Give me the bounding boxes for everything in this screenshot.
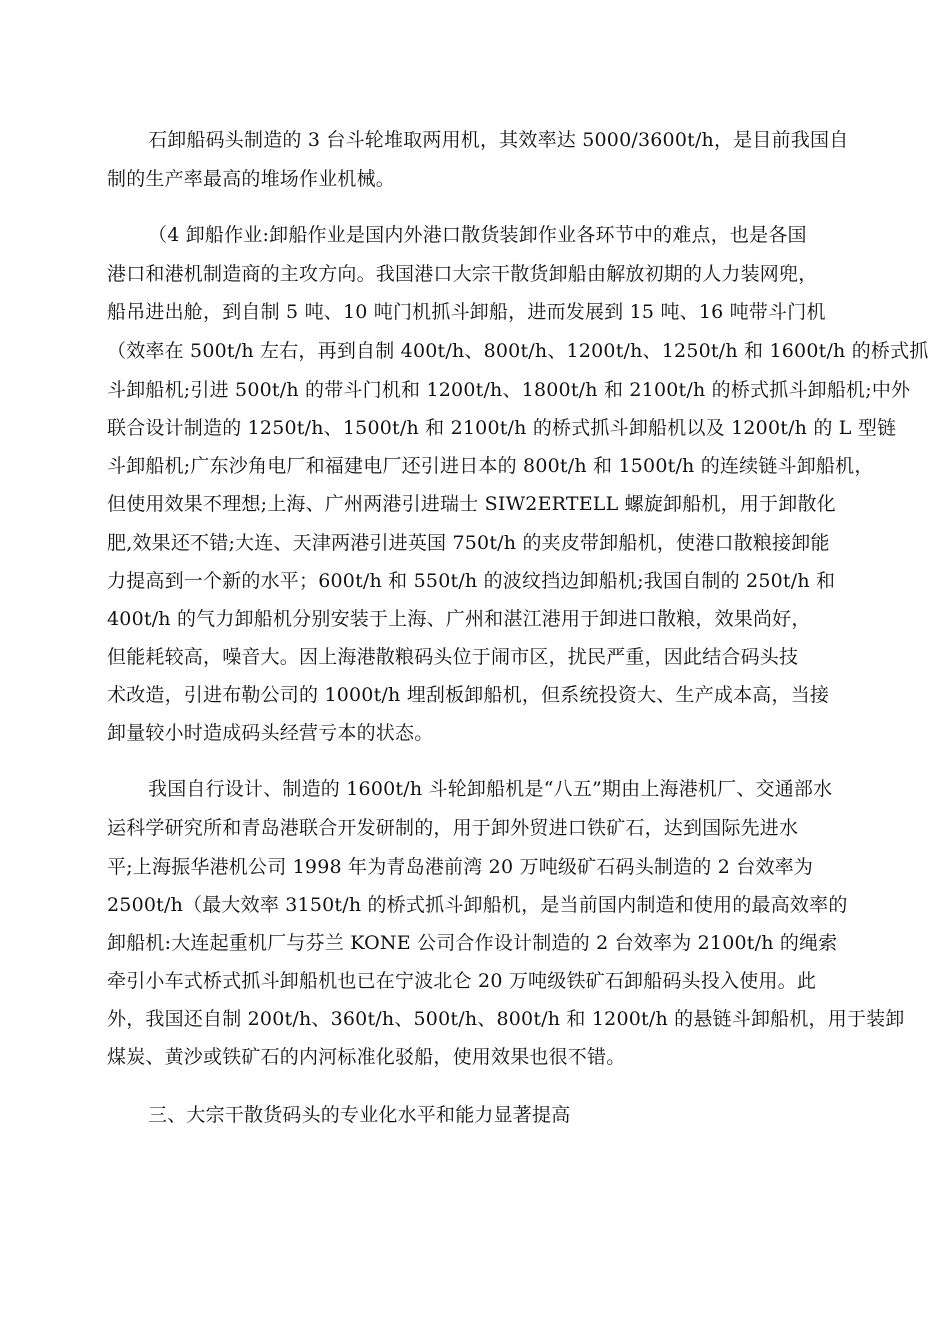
text-line: （效率在 500t/h 左右，再到自制 400t/h、800t/h、1200t/h、1250t/h 和 1600t/h 的桥式抓 (107, 340, 929, 362)
text-line: 平;上海振华港机公司 1998 年为青岛港前湾 20 万吨级矿石码头制造的 2 台效率为 (107, 856, 814, 878)
text-line: 术改造，引进布勒公司的 1000t/h 埋刮板卸船机，但系统投资大、生产成本高，当接 (107, 684, 830, 706)
text-line: 联合设计制造的 1250t/h、1500t/h 和 2100t/h 的桥式抓斗卸船机以及 1200t/h 的 L 型链 (107, 417, 897, 439)
text-line: （4 卸船作业:卸船作业是国内外港口散货装卸作业各环节中的难点，也是各国 (148, 224, 807, 246)
text-line: 卸量较小时造成码头经营亏本的状态。 (107, 722, 434, 744)
text-line: 牵引小车式桥式抓斗卸船机也已在宁波北仑 20 万吨级铁矿石卸船码头投入使用。此 (107, 970, 817, 992)
text-line: 力提高到一个新的水平；600t/h 和 550t/h 的波纹挡边卸船机;我国自制的 250t/h 和 (107, 570, 836, 592)
text-line: 港口和港机制造商的主攻方向。我国港口大宗干散货卸船由解放初期的人力装网兜， (107, 263, 818, 285)
text-line: 卸船机:大连起重机厂与芬兰 KONE 公司合作设计制造的 2 台效率为 2100t/h 的绳索 (107, 932, 838, 954)
text-line: 制的生产率最高的堆场作业机械。 (107, 168, 396, 190)
text-line: 我国自行设计、制造的 1600t/h 斗轮卸船机是“八五”期由上海港机厂、交通部水 (148, 778, 833, 800)
text-line: 但能耗较高，噪音大。因上海港散粮码头位于闹市区，扰民严重，因此结合码头技 (107, 646, 799, 668)
text-line: 运科学研究所和青岛港联合开发研制的，用于卸外贸进口铁矿石，达到国际先进水 (107, 817, 799, 839)
text-line: 400t/h 的气力卸船机分别安装于上海、广州和湛江港用于卸进口散粮，效果尚好， (107, 608, 811, 630)
text-line: 2500t/h（最大效率 3150t/h 的桥式抓斗卸船机，是当前国内制造和使用的最高效率的 (107, 894, 848, 916)
section-heading: 三、大宗干散货码头的专业化水平和能力显著提高 (148, 1104, 571, 1126)
text-line: 煤炭、黄沙或铁矿石的内河标准化驳船，使用效果也很不错。 (107, 1046, 626, 1068)
text-line: 肥,效果还不错;大连、天津两港引进英国 750t/h 的夹皮带卸船机，使港口散粮接卸能 (107, 532, 830, 554)
text-line: 斗卸船机;广东沙角电厂和福建电厂还引进日本的 800t/h 和 1500t/h 的连续链斗卸船机， (107, 455, 874, 477)
text-line: 石卸船码头制造的 3 台斗轮堆取两用机，其效率达 5000/3600t/h，是目前我国自 (148, 129, 849, 151)
text-line: 船吊进出舱，到自制 5 吨、10 吨门机抓斗卸船，进而发展到 15 吨、16 吨带斗门机 (107, 301, 826, 323)
text-line: 外，我国还自制 200t/h、360t/h、500t/h、800t/h 和 1200t/h 的悬链斗卸船机，用于装卸 (107, 1008, 905, 1030)
text-line: 斗卸船机;引进 500t/h 的带斗门机和 1200t/h、1800t/h 和 2100t/h 的桥式抓斗卸船机;中外 (107, 379, 911, 401)
text-line: 但使用效果不理想;上海、广州两港引进瑞士 SIW2ERTELL 螺旋卸船机，用于卸散化 (107, 493, 836, 515)
